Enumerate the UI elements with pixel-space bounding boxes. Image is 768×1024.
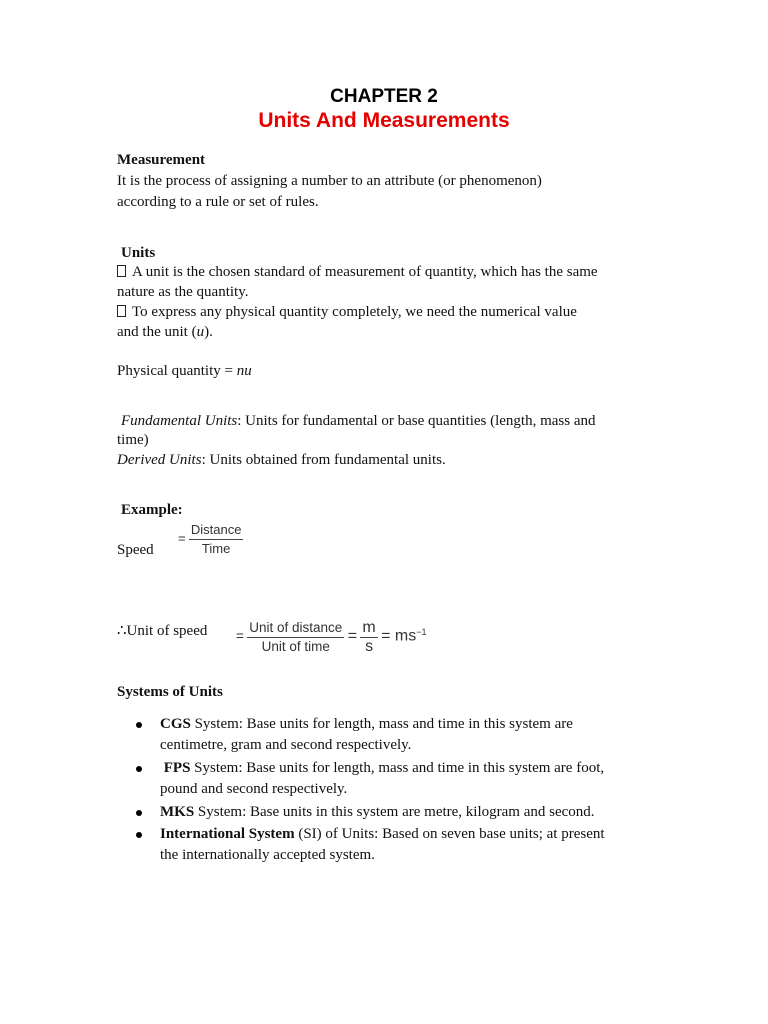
checkbox-glyph-icon <box>117 265 126 277</box>
units-bullet-1-cont: nature as the quantity. <box>117 284 249 300</box>
measurement-definition-line-2: according to a rule or set of rules. <box>117 194 319 210</box>
speed-label: Speed <box>117 542 154 558</box>
unit-numerator: Unit of distance <box>247 620 344 638</box>
unit-of-speed-label: ∴Unit of speed <box>117 623 208 639</box>
unit-denominator: Unit of time <box>261 639 330 654</box>
units-heading: Units <box>121 245 156 261</box>
fundamental-units-definition-cont: time) <box>117 432 149 448</box>
list-item: International System (SI) of Units: Based on seven base units; at present the internationally accepted system. <box>160 824 660 866</box>
chapter-title: Units And Measurements <box>258 109 510 132</box>
unit-fraction <box>247 620 344 655</box>
measurement-definition-line-1: It is the process of assigning a number to an attribute (or phenomenon) <box>117 173 542 189</box>
list-item: MKS System: Base units in this system are metre, kilogram and second. <box>160 802 660 823</box>
units-bullet-2-cont: and the unit (u). <box>117 324 213 340</box>
unit-of-speed-equation: = $\frac{\text{Unit of distance}}{\text{Unit of time}}$ = $\frac{m}{s}$ = $ms^{-1}$ <box>236 619 427 655</box>
measurement-heading: Measurement <box>117 152 206 168</box>
bullet-icon <box>136 832 142 838</box>
physical-quantity-formula: Physical quantity = nu <box>117 363 252 379</box>
derived-units-definition: Derived Units: Units obtained from fundamental units. <box>117 452 446 468</box>
speed-equation: = $\frac{\text{Distance}}{\text{Time}}$ <box>178 522 242 556</box>
units-bullet-2: To express any physical quantity completely, we need the numerical value <box>117 302 577 322</box>
speed-numerator: Distance <box>189 522 244 540</box>
bullet-icon <box>136 722 142 728</box>
list-item: FPS System: Base units for length, mass and time in this system are foot, pound and second respectively. <box>160 758 660 800</box>
example-heading: Example: <box>121 502 183 518</box>
units-bullet-1: A unit is the chosen standard of measurement of quantity, which has the same <box>117 262 598 282</box>
list-item: CGS System: Base units for length, mass and time in this system are centimetre, gram and second respectively. <box>160 714 660 756</box>
bullet-icon <box>136 810 142 816</box>
checkbox-glyph-icon <box>117 305 126 317</box>
bullet-icon <box>136 766 142 772</box>
systems-heading: Systems of Units <box>117 684 223 700</box>
m-over-s-fraction: $\frac{m}{s}$ <box>362 619 376 655</box>
speed-denominator: Time <box>201 541 231 556</box>
speed-fraction <box>189 522 244 557</box>
fundamental-units-definition: Fundamental Units: Units for fundamental or base quantities (length, mass and <box>121 413 596 429</box>
chapter-number: CHAPTER 2 <box>330 86 438 107</box>
